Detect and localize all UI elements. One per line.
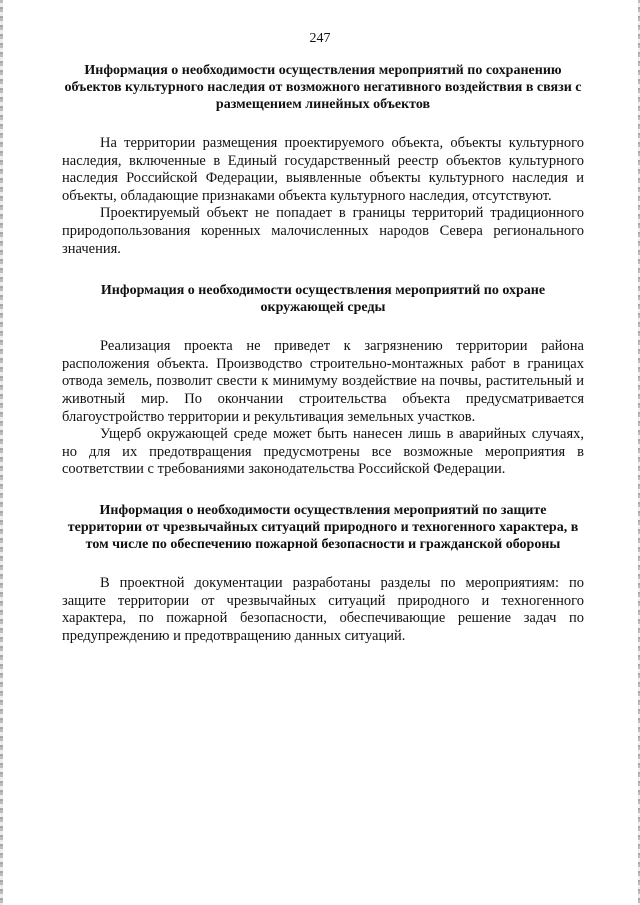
section-emergency [62, 502, 584, 645]
section-cultural-heritage [62, 62, 584, 258]
section-heading-emergency: Информация о необходимости осуществления мероприятий по защите территории от чрезвычайных ситуаций природного и техногенного характера, в том числе по обеспечению пожарной безопасности и гражданской обороны [67, 502, 579, 552]
section-heading-environment: Информация о необходимости осуществления мероприятий по охране окружающей среды [100, 283, 546, 316]
section-text-emergency [62, 575, 584, 645]
paragraph: Проектируемый объект не попадает в границы территорий традиционного природопользования коренных малочисленных народов Севера регионального значения. [62, 205, 584, 257]
section-text-environment [62, 338, 584, 479]
scan-left-edge [0, 0, 3, 905]
section-heading-cultural-heritage: Информация о необходимости осуществления мероприятий по сохранению объектов культурного наследия от возможного негативного воздействия в связи с размещением линейных объектов [64, 63, 582, 112]
section-text-cultural-heritage [62, 135, 584, 258]
paragraph: Реализация проекта не приведет к загрязнению территории района расположения объекта. Производство строительно-монтажных работ в границах отвода земель, позволит свести к минимуму воздействие на почвы, растительный и животный мир. По окончании строительства объекта предусматривается благоустройство территории и рекультивация земельных участков. [62, 338, 584, 425]
section-environment [62, 282, 584, 479]
paragraph: В проектной документации разработаны разделы по мероприятиям: по защите территории от чрезвычайных ситуаций природного и техногенного характера, по пожарной безопасности, обеспечивающие решение задач по предупреждению и предотвращению данных ситуаций. [62, 574, 584, 644]
document-body [62, 62, 584, 645]
paragraph: На территории размещения проектируемого объекта, объекты культурного наследия, включенные в Единый государственный реестр объектов культурного наследия Российской Федерации, выявленные объекты культурного наследия и объекты, обладающие признаками объекта культурного наследия, отсутствуют. [62, 135, 584, 204]
page-number: 247 [309, 31, 331, 46]
paragraph: Ущерб окружающей среде может быть нанесен лишь в аварийных случаях, но для их предотвращения предусмотрены все возможные мероприятия в соответствии с требованиями законодательства Российской Федерации. [62, 426, 584, 478]
